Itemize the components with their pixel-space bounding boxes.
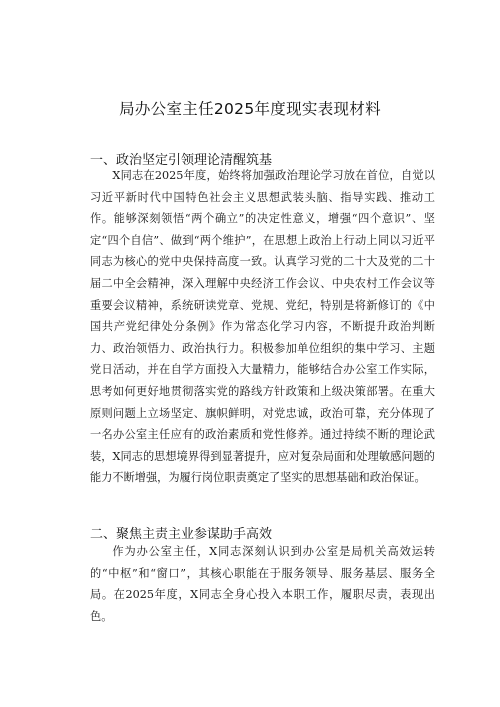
document-title: 局办公室主任2025年度现实表现材料 (119, 100, 381, 118)
section-paragraph-1: X同志在2025年度，始终将加强政治理论学习放在首位，自觉以习近平新时代中国特色社会主义思想武装头脑、指导实践、推动工作。能够深刻领悟“两个确立”的决定性意义，增强“四个意识”、坚定“四个自信”、做到“两个维护”，在思想上政治上行动上同以习近平同志为核心的党中央保持高度一致。认真学习党的二十大及党的二十届二中全会精神，深入理解中央经济工作会议、中央农村工作会议等重要会议精神，系统研读党章、党规、党纪，特别是将新修订的《中国共产党纪律处分条例》作为常态化学习内容，不断提升政治判断力、政治领悟力、政治执行力。积极参加单位组织的集中学习、主题党日活动，并在自学方面投入大量精力，能够结合办公室工作实际，思考如何更好地贯彻落实党的路线方针政策和上级决策部署。在重大原则问题上立场坚定、旗帜鲜明，对党忠诚，政治可靠，充分体现了一名办公室主任应有的政治素质和党性修养。通过持续不断的理论武装，X同志的思想境界得到显著提升，应对复杂局面和处理敏感问题的能力不断增强，为履行岗位职责奠定了坚实的思想基础和政治保证。 (90, 169, 435, 485)
section-heading-1: 一、政治坚定引领理论清醒筑基 (90, 153, 273, 168)
section-paragraph-2: 作为办公室主任，X同志深刻认识到办公室是局机关高效运转的“中枢”和“窗口”，其核心职能在于服务领导、服务基层、服务全局。在2025年度，X同志全身心投入本职工作，履职尽责，表现出色。 (90, 545, 435, 623)
section-heading-2: 二、聚焦主责主业参谋助手高效 (90, 527, 273, 542)
